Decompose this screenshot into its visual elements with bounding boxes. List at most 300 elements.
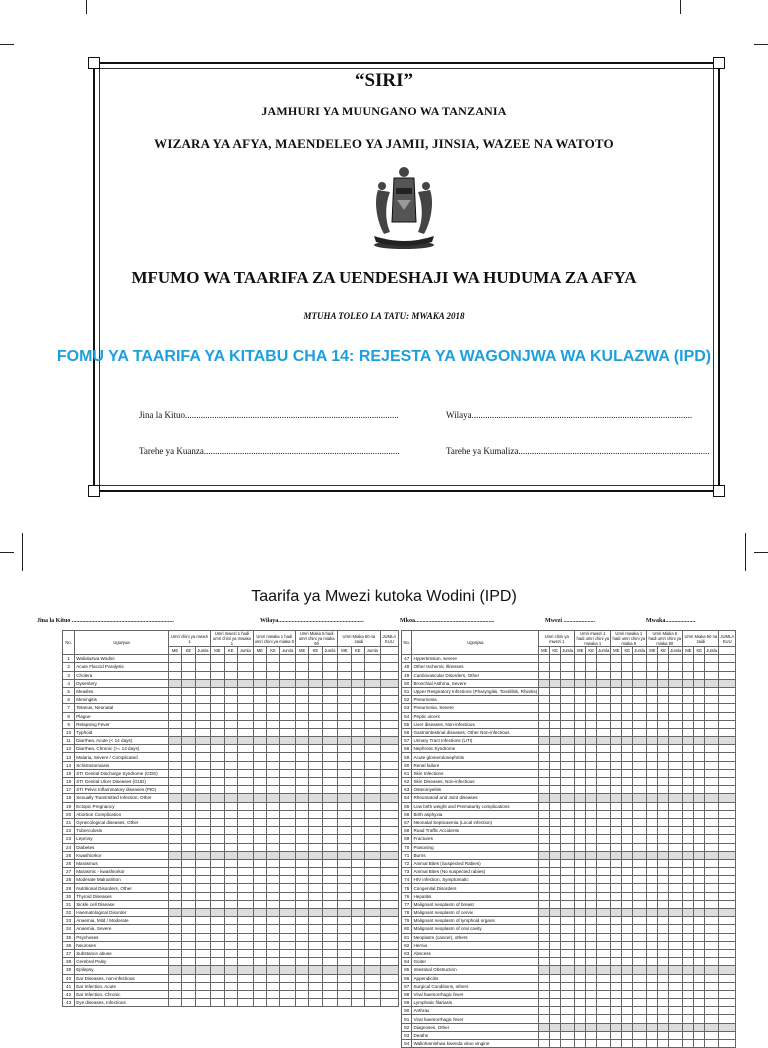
count-cell (280, 925, 296, 933)
count-cell (253, 884, 266, 892)
count-cell (338, 663, 351, 671)
count-cell (705, 687, 719, 695)
count-cell (539, 778, 550, 786)
count-cell (597, 753, 611, 761)
count-cell (647, 1015, 658, 1023)
table-row (402, 868, 736, 876)
count-cell (364, 884, 380, 892)
count-cell (266, 696, 279, 704)
count-cell (364, 712, 380, 720)
count-cell (561, 761, 575, 769)
system-title: MFUMO WA TAARIFA ZA UENDESHAJI WA HUDUMA ZA AFYA (131, 268, 637, 287)
count-cell (309, 958, 322, 966)
count-cell (168, 712, 181, 720)
count-cell (575, 753, 586, 761)
count-cell (224, 909, 237, 917)
row-diagnosis: Malignant neoplasm of cervix (412, 909, 539, 917)
count-cell (539, 925, 550, 933)
count-cell (658, 958, 669, 966)
count-cell (168, 810, 181, 818)
count-cell (669, 1040, 683, 1048)
count-cell (622, 941, 633, 949)
count-cell (586, 720, 597, 728)
count-cell (295, 827, 308, 835)
count-cell (295, 728, 308, 736)
count-cell (309, 909, 322, 917)
count-cell (211, 958, 224, 966)
count-cell (539, 827, 550, 835)
count-cell (211, 778, 224, 786)
count-cell (266, 868, 279, 876)
count-cell (539, 1015, 550, 1023)
count-cell (295, 982, 308, 990)
count-cell (575, 1007, 586, 1015)
count-cell (168, 761, 181, 769)
sex-col-header: ME (338, 647, 351, 655)
row-diagnosis: Schistosomiasis (75, 761, 169, 769)
count-cell (669, 859, 683, 867)
row-diagnosis: Tetanus, Neonatal (75, 704, 169, 712)
crop-mark (754, 44, 768, 45)
cover-title: “SIRI” (354, 70, 414, 91)
count-cell (669, 868, 683, 876)
count-cell (309, 663, 322, 671)
count-cell (237, 745, 253, 753)
count-cell (364, 663, 380, 671)
table-row (63, 933, 399, 941)
count-cell (611, 1031, 622, 1039)
count-cell (597, 687, 611, 695)
count-cell (633, 884, 647, 892)
count-cell (633, 966, 647, 974)
count-cell (211, 753, 224, 761)
count-cell (338, 728, 351, 736)
count-cell (224, 761, 237, 769)
count-cell (237, 835, 253, 843)
count-cell (597, 859, 611, 867)
count-cell (539, 909, 550, 917)
row-number: 27 (63, 868, 75, 876)
count-cell (658, 1040, 669, 1048)
count-cell (550, 900, 561, 908)
count-cell (380, 843, 398, 851)
count-cell (364, 909, 380, 917)
count-cell (280, 655, 296, 663)
row-number: 17 (63, 786, 75, 794)
count-cell (266, 810, 279, 818)
count-cell (658, 655, 669, 663)
count-cell (633, 982, 647, 990)
count-cell (705, 818, 719, 826)
row-number: 2 (63, 663, 75, 671)
count-cell (253, 778, 266, 786)
count-cell (669, 778, 683, 786)
count-cell (669, 990, 683, 998)
count-cell (237, 687, 253, 695)
count-cell (322, 728, 338, 736)
count-cell (550, 843, 561, 851)
count-cell (694, 974, 705, 982)
count-cell (195, 704, 211, 712)
count-cell (597, 966, 611, 974)
row-number: 34 (63, 925, 75, 933)
count-cell (364, 728, 380, 736)
table-row (63, 835, 399, 843)
count-cell (266, 958, 279, 966)
count-cell (351, 786, 364, 794)
row-number: 21 (63, 818, 75, 826)
count-cell (224, 696, 237, 704)
count-cell (611, 1007, 622, 1015)
count-cell (211, 818, 224, 826)
count-cell (719, 818, 736, 826)
row-number: 48 (402, 663, 412, 671)
count-cell (211, 876, 224, 884)
table-row (63, 761, 399, 769)
count-cell (586, 958, 597, 966)
count-cell (550, 769, 561, 777)
count-cell (322, 720, 338, 728)
count-cell (669, 794, 683, 802)
count-cell (658, 876, 669, 884)
count-cell (647, 810, 658, 818)
count-cell (647, 925, 658, 933)
count-cell (633, 876, 647, 884)
count-cell (364, 925, 380, 933)
count-cell (611, 753, 622, 761)
count-cell (586, 769, 597, 777)
count-cell (182, 884, 195, 892)
count-cell (168, 835, 181, 843)
count-cell (237, 909, 253, 917)
count-cell (195, 868, 211, 876)
row-diagnosis: Gynecological diseases, Other (75, 818, 169, 826)
count-cell (322, 696, 338, 704)
count-cell (683, 827, 694, 835)
count-cell (575, 786, 586, 794)
count-cell (669, 1031, 683, 1039)
table-row (402, 778, 736, 786)
count-cell (550, 753, 561, 761)
count-cell (182, 794, 195, 802)
count-cell (575, 1040, 586, 1048)
count-cell (586, 974, 597, 982)
count-cell (364, 917, 380, 925)
count-cell (550, 982, 561, 990)
count-cell (539, 810, 550, 818)
count-cell (669, 876, 683, 884)
count-cell (550, 892, 561, 900)
count-cell (295, 949, 308, 957)
count-cell (364, 876, 380, 884)
count-cell (380, 737, 398, 745)
table-row (402, 696, 736, 704)
count-cell (611, 655, 622, 663)
count-cell (658, 884, 669, 892)
count-cell (351, 712, 364, 720)
table-row (402, 843, 736, 851)
table-row (402, 810, 736, 818)
count-cell (168, 728, 181, 736)
count-cell (295, 753, 308, 761)
count-cell (195, 753, 211, 761)
count-cell (253, 687, 266, 695)
count-cell (338, 974, 351, 982)
count-cell (211, 843, 224, 851)
table-row (63, 712, 399, 720)
count-cell (586, 859, 597, 867)
row-diagnosis: Animal Bites (Suspected Rabies) (412, 859, 539, 867)
count-cell (322, 933, 338, 941)
count-cell (295, 737, 308, 745)
row-diagnosis: Animal Bites (No suspected rabies) (412, 868, 539, 876)
count-cell (705, 712, 719, 720)
count-cell (266, 876, 279, 884)
count-cell (364, 843, 380, 851)
count-cell (575, 909, 586, 917)
count-cell (647, 933, 658, 941)
row-number: 28 (63, 876, 75, 884)
count-cell (380, 753, 398, 761)
count-cell (224, 892, 237, 900)
row-diagnosis: Skin Diseases, Non-infectious (412, 778, 539, 786)
row-number: 14 (63, 761, 75, 769)
count-cell (575, 769, 586, 777)
count-cell (295, 745, 308, 753)
count-cell (338, 835, 351, 843)
sex-col-header: KE (266, 647, 279, 655)
count-cell (195, 655, 211, 663)
row-number: 68 (402, 827, 412, 835)
count-cell (322, 655, 338, 663)
count-cell (550, 859, 561, 867)
count-cell (622, 687, 633, 695)
count-cell (253, 933, 266, 941)
count-cell (211, 892, 224, 900)
sex-col-header: KE (658, 647, 669, 655)
count-cell (539, 884, 550, 892)
count-cell (658, 990, 669, 998)
count-cell (266, 990, 279, 998)
count-cell (622, 704, 633, 712)
count-cell (586, 679, 597, 687)
count-cell (586, 1023, 597, 1031)
count-cell (266, 663, 279, 671)
count-cell (280, 745, 296, 753)
count-cell (351, 982, 364, 990)
count-cell (597, 917, 611, 925)
count-cell (622, 851, 633, 859)
count-cell (611, 982, 622, 990)
count-cell (694, 655, 705, 663)
count-cell (211, 982, 224, 990)
count-cell (338, 990, 351, 998)
count-cell (380, 769, 398, 777)
count-cell (224, 818, 237, 826)
count-cell (539, 663, 550, 671)
count-cell (253, 753, 266, 761)
count-cell (266, 687, 279, 695)
count-cell (237, 868, 253, 876)
count-cell (597, 728, 611, 736)
count-cell (669, 892, 683, 900)
count-cell (539, 720, 550, 728)
count-cell (295, 999, 308, 1007)
count-cell (622, 679, 633, 687)
row-diagnosis: Relapsing Fever (75, 720, 169, 728)
count-cell (280, 769, 296, 777)
count-cell (364, 859, 380, 867)
count-cell (364, 720, 380, 728)
row-diagnosis: Sickle cell Disease (75, 900, 169, 908)
count-cell (338, 712, 351, 720)
count-cell (719, 876, 736, 884)
row-diagnosis: Osteomyelitis (412, 786, 539, 794)
count-cell (550, 876, 561, 884)
count-cell (658, 778, 669, 786)
count-cell (539, 737, 550, 745)
count-cell (539, 761, 550, 769)
count-cell (669, 835, 683, 843)
count-cell (669, 696, 683, 704)
count-cell (669, 1007, 683, 1015)
count-cell (669, 818, 683, 826)
count-cell (586, 941, 597, 949)
row-diagnosis: STI Genital Ulcer Diseases (GUD) (75, 778, 169, 786)
sex-col-header: ME (168, 647, 181, 655)
count-cell (351, 769, 364, 777)
count-cell (669, 909, 683, 917)
count-cell (266, 728, 279, 736)
count-cell (322, 712, 338, 720)
count-cell (295, 859, 308, 867)
count-cell (364, 696, 380, 704)
row-number: 66 (402, 810, 412, 818)
count-cell (669, 769, 683, 777)
count-cell (719, 704, 736, 712)
count-cell (182, 802, 195, 810)
row-number: 10 (63, 728, 75, 736)
count-cell (237, 671, 253, 679)
count-cell (351, 728, 364, 736)
count-cell (611, 925, 622, 933)
row-number: 79 (402, 917, 412, 925)
row-number: 64 (402, 794, 412, 802)
count-cell (168, 892, 181, 900)
count-cell (295, 884, 308, 892)
count-cell (364, 868, 380, 876)
count-cell (561, 917, 575, 925)
count-cell (322, 769, 338, 777)
row-diagnosis: Low birth weight and Prematurity complications (412, 802, 539, 810)
count-cell (611, 884, 622, 892)
count-cell (195, 990, 211, 998)
count-cell (338, 982, 351, 990)
count-cell (224, 990, 237, 998)
count-cell (338, 884, 351, 892)
row-number: 4 (63, 679, 75, 687)
count-cell (647, 859, 658, 867)
count-cell (561, 868, 575, 876)
count-cell (224, 925, 237, 933)
count-cell (539, 958, 550, 966)
count-cell (380, 720, 398, 728)
count-cell (575, 778, 586, 786)
row-number: 61 (402, 769, 412, 777)
count-cell (622, 892, 633, 900)
sex-col-header: KE (224, 647, 237, 655)
age-group-header: Umri mwezi 1 hadi umri chini ya mwaka 1 (211, 631, 253, 647)
count-cell (195, 925, 211, 933)
count-cell (550, 1007, 561, 1015)
count-cell (364, 769, 380, 777)
count-cell (195, 827, 211, 835)
count-cell (322, 737, 338, 745)
count-cell (539, 1031, 550, 1039)
count-cell (224, 868, 237, 876)
count-cell (647, 761, 658, 769)
count-cell (633, 745, 647, 753)
count-cell (683, 671, 694, 679)
count-cell (694, 868, 705, 876)
age-group-header: Umri Miaka 5 hadi umri chini ya miaka 60 (295, 631, 337, 647)
count-cell (550, 679, 561, 687)
count-cell (338, 687, 351, 695)
count-cell (622, 917, 633, 925)
count-cell (280, 909, 296, 917)
count-cell (550, 794, 561, 802)
count-cell (266, 859, 279, 867)
count-cell (694, 671, 705, 679)
count-cell (694, 712, 705, 720)
row-diagnosis: Liver diseases, Non-infectious (412, 720, 539, 728)
count-cell (322, 859, 338, 867)
count-cell (280, 679, 296, 687)
count-cell (550, 728, 561, 736)
count-cell (586, 1031, 597, 1039)
table-row (63, 696, 399, 704)
count-cell (575, 876, 586, 884)
row-diagnosis: Birth asphyxia (412, 810, 539, 818)
count-cell (364, 737, 380, 745)
count-cell (669, 786, 683, 794)
count-cell (195, 851, 211, 859)
count-cell (380, 835, 398, 843)
count-cell (309, 671, 322, 679)
count-cell (237, 876, 253, 884)
row-diagnosis: Malaria, Severe / Complicated (75, 753, 169, 761)
count-cell (561, 1007, 575, 1015)
count-cell (253, 671, 266, 679)
count-cell (266, 909, 279, 917)
count-cell (561, 827, 575, 835)
count-cell (658, 663, 669, 671)
count-cell (309, 949, 322, 957)
count-cell (253, 704, 266, 712)
count-cell (658, 810, 669, 818)
sex-col-header: ME (575, 647, 586, 655)
count-cell (237, 720, 253, 728)
count-cell (597, 982, 611, 990)
count-cell (633, 769, 647, 777)
count-cell (224, 851, 237, 859)
count-cell (705, 1031, 719, 1039)
count-cell (195, 876, 211, 884)
count-cell (622, 663, 633, 671)
count-cell (561, 655, 575, 663)
count-cell (550, 999, 561, 1007)
count-cell (597, 786, 611, 794)
